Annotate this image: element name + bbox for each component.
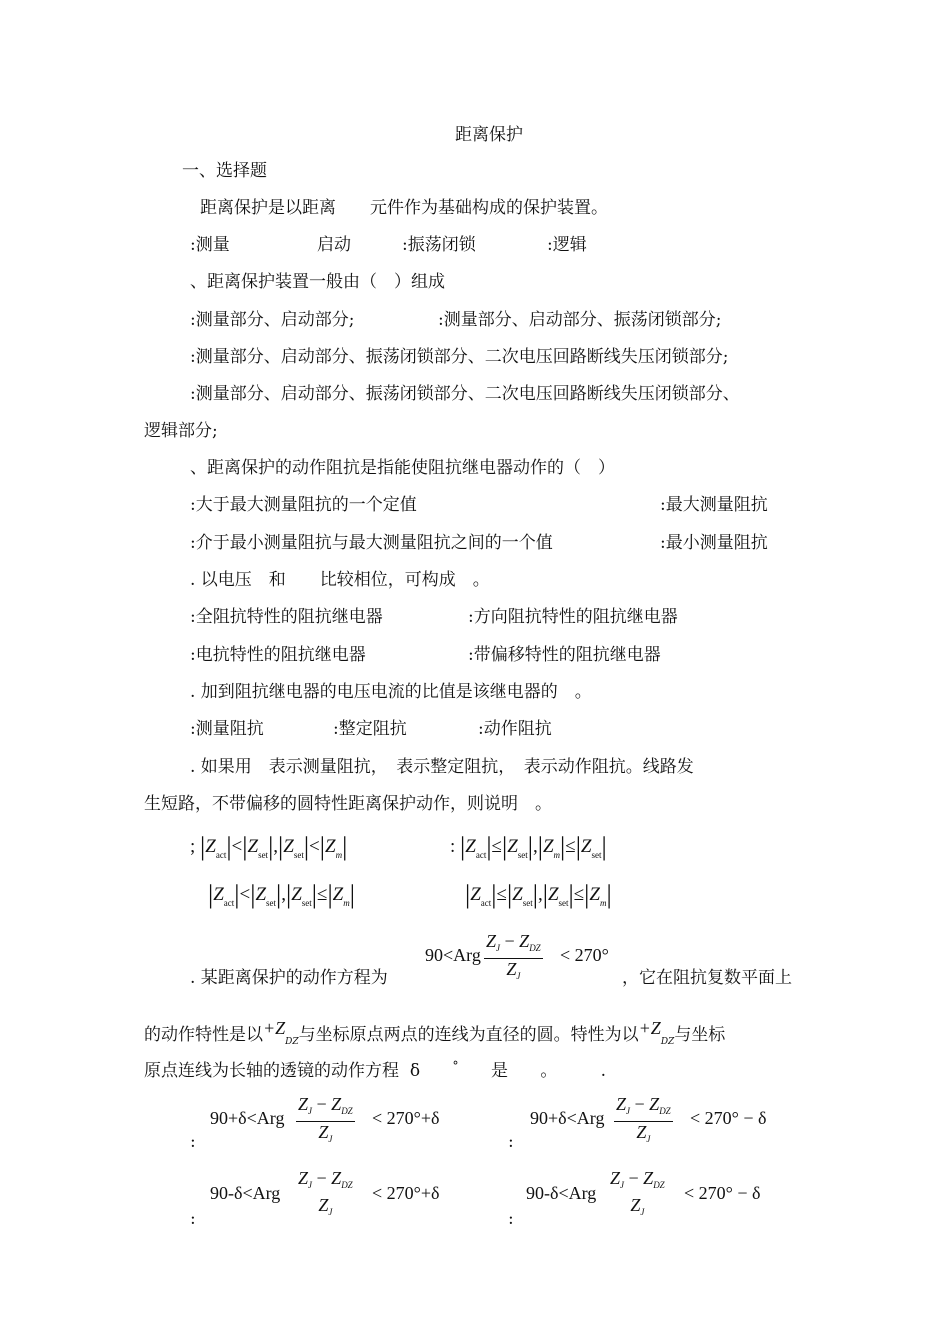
question-5-stem: . 加到阻抗继电器的电压电流的比值是该继电器的 。	[190, 682, 592, 702]
page-title: 距离保护	[455, 125, 523, 145]
q3-option-b: :最大测量阻抗	[660, 495, 768, 515]
q4-option-d: :带偏移特性的阻抗继电器	[468, 645, 661, 665]
question-7-line-2: 的动作特性是以$+Z_{DZ}$与坐标原点两点的连线为直径的圆。特性为以$+Z_{DZ}$与坐标	[144, 1018, 726, 1047]
q7-equation-tail: < 270°	[560, 945, 609, 965]
q7-option-a-lead: 90+δ<Arg	[210, 1108, 285, 1128]
q2-option-a: :测量部分、启动部分;	[190, 310, 355, 330]
q7-option-c-fraction: $Z_J - Z_{DZ}$ $Z_J$	[298, 1168, 353, 1217]
q3-option-d: :最小测量阻抗	[660, 533, 768, 553]
q6-option-a: ; $|Z_{act}|<|Z_{set}|,|Z_{set}|<|Z_m|$	[190, 832, 348, 861]
q4-option-b: :方向阻抗特性的阻抗继电器	[468, 607, 678, 627]
question-4-stem: . 以电压 和 比较相位，可构成 。	[190, 570, 490, 590]
q7-option-b-tail: < 270° − δ	[690, 1108, 767, 1128]
q1-option-c: :振荡闭锁	[402, 235, 476, 255]
q7-option-c-label: :	[190, 1209, 196, 1229]
q2-option-d-continued: 逻辑部分;	[144, 421, 218, 441]
q7-option-c-tail: < 270°+δ	[372, 1183, 440, 1203]
question-2-stem: 、距离保护装置一般由（ ）组成	[190, 272, 445, 292]
question-6-stem: . 如果用 表示测量阻抗， 表示整定阻抗， 表示动作阻抗。线路发	[190, 757, 694, 777]
q7-option-a-fraction: $Z_J - Z_{DZ}$ $Z_J$	[298, 1094, 353, 1144]
q7-equation-fraction: $Z_J - Z_{DZ}$ $Z_J$	[486, 931, 541, 981]
q4-option-c: :电抗特性的阻抗继电器	[190, 645, 366, 665]
q7-option-b-fraction: $Z_J - Z_{DZ}$ $Z_J$	[616, 1094, 671, 1144]
q7-option-b-label: :	[508, 1132, 514, 1152]
q3-option-a: :大于最大测量阻抗的一个定值	[190, 495, 417, 515]
q7-option-d-lead: 90-δ<Arg	[526, 1183, 597, 1203]
question-3-stem: 、距离保护的动作阻抗是指能使阻抗继电器动作的（ ）	[190, 458, 615, 478]
q5-option-b: :整定阻抗	[333, 719, 407, 739]
q7-option-b-lead: 90+δ<Arg	[530, 1108, 605, 1128]
q7-option-c-lead: 90-δ<Arg	[210, 1183, 281, 1203]
q4-option-a: :全阻抗特性的阻抗继电器	[190, 607, 383, 627]
q1-option-a: :测量	[190, 235, 230, 255]
q5-option-a: :测量阻抗	[190, 719, 264, 739]
q6-option-d: $|Z_{act}|\le|Z_{set}|,|Z_{set}|\le|Z_m|$	[465, 880, 612, 909]
q7-option-a-tail: < 270°+δ	[372, 1108, 440, 1128]
q7-option-a-label: :	[190, 1132, 196, 1152]
question-7-line-3: 原点连线为长轴的透镜的动作方程 δ ° 是 。 .	[144, 1059, 607, 1081]
q5-option-c: :动作阻抗	[478, 719, 552, 739]
q1-option-b: 启动	[317, 235, 351, 255]
q3-option-c: :介于最小测量阻抗与最大测量阻抗之间的一个值	[190, 533, 553, 553]
q2-option-b: :测量部分、启动部分、振荡闭锁部分;	[438, 310, 722, 330]
question-7-stem-tail: ，它在阻抗复数平面上	[622, 968, 792, 988]
q7-equation-lead: 90<Arg	[425, 945, 481, 965]
question-6-stem-continued: 生短路，不带偏移的圆特性距离保护动作，则说明 。	[144, 794, 552, 814]
q2-option-d: :测量部分、启动部分、振荡闭锁部分、二次电压回路断线失压闭锁部分、	[190, 384, 740, 404]
q7-option-d-tail: < 270° − δ	[684, 1183, 761, 1203]
q6-option-b: : $|Z_{act}|\le|Z_{set}|,|Z_m|\le|Z_{set}|$	[450, 832, 607, 861]
q2-option-c: :测量部分、启动部分、振荡闭锁部分、二次电压回路断线失压闭锁部分;	[190, 347, 729, 367]
q7-option-d-label: :	[508, 1209, 514, 1229]
question-7-stem: . 某距离保护的动作方程为	[190, 968, 388, 988]
q7-option-d-fraction: $Z_J - Z_{DZ}$ $Z_J$	[610, 1168, 665, 1217]
section-heading: 一、选择题	[182, 161, 267, 181]
q1-option-d: :逻辑	[547, 235, 587, 255]
question-1-stem: 距离保护是以距离 元件作为基础构成的保护装置。	[200, 198, 608, 218]
q6-option-c: $|Z_{act}|<|Z_{set}|,|Z_{set}|\le|Z_m|$	[208, 880, 355, 909]
